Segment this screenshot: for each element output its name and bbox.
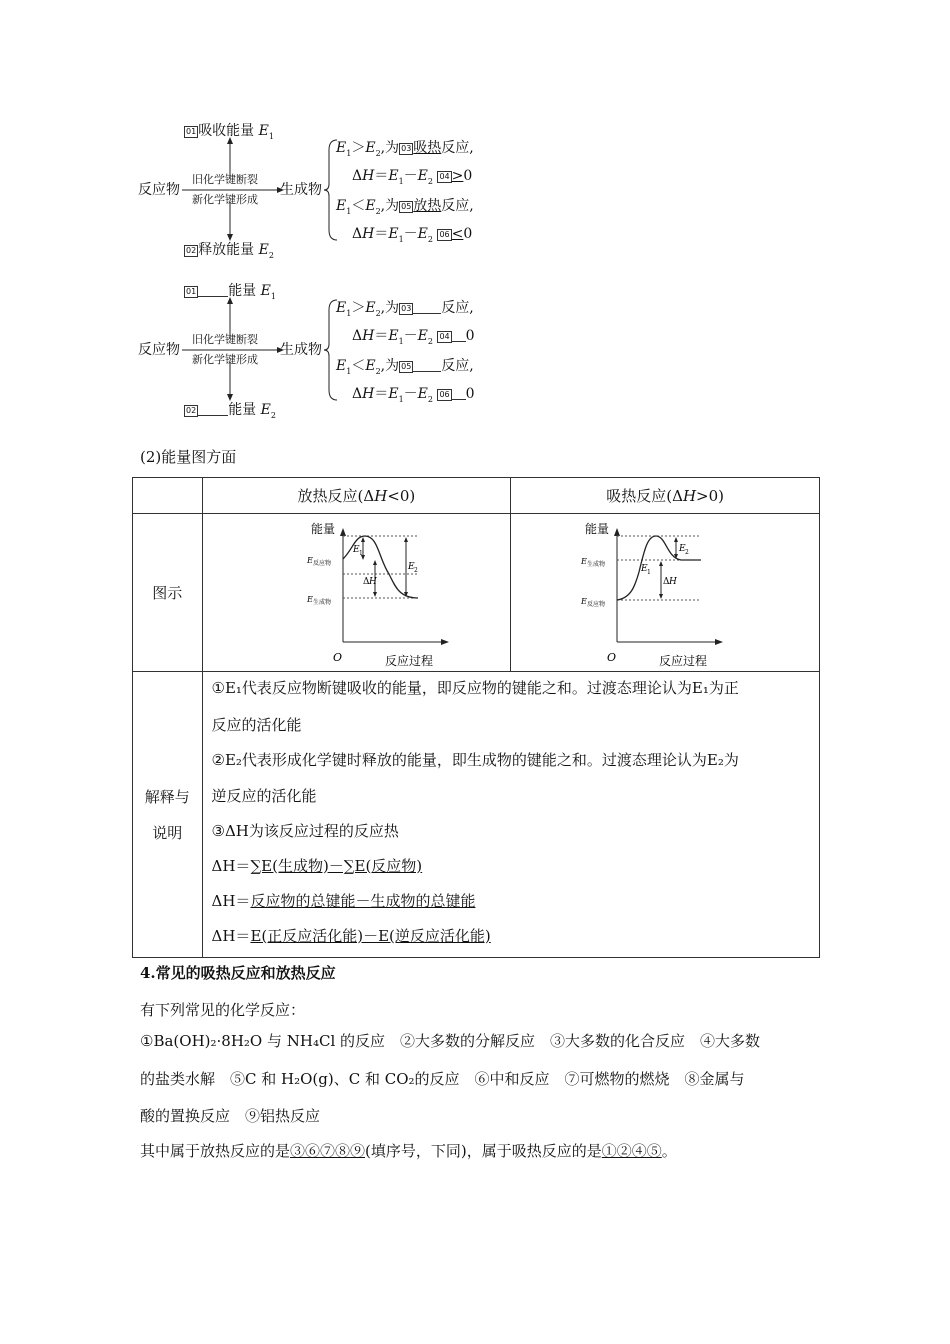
product-label: 生成物 [280, 182, 322, 198]
svg-text:E: E [679, 544, 686, 554]
svg-text:E: E [581, 597, 588, 606]
svg-text:2: 2 [685, 549, 690, 556]
row-label-figure: 图示 [133, 514, 203, 672]
svg-text:E: E [306, 556, 313, 565]
svg-text:E: E [641, 564, 648, 574]
case2-dh-line: $\Delta H=E_1-E_2$ 06 <0 [352, 226, 473, 244]
explanation-1a: ①E₁代表反应物断键吸收的能量，即反应物的键能之和。过渡态理论认为E₁为正 [211, 679, 739, 697]
reaction-list-line1: ①Ba(OH)₂·8H₂O 与 NH₄Cl 的反应 ②大多数的分解反应 ③大多数的化合反应 ④大多数 [140, 1032, 761, 1050]
energy-comparison-table [132, 477, 820, 958]
origin-label: O [332, 651, 342, 664]
reaction-energy-diagram-filled [132, 118, 512, 258]
x-axis-label: 反应过程 [659, 654, 708, 668]
bond-form-label: 新化学键形成 [192, 353, 258, 366]
explanation-1b: 反应的活化能 [211, 716, 302, 734]
case1-dh-line: $\Delta H=E_1-E_2$ 04 0 [352, 328, 475, 346]
reaction-energy-diagram-blank [132, 278, 512, 418]
header-endothermic: 吸热反应(ΔH>0) [511, 478, 820, 514]
header-exothermic: 放热反应(ΔH<0) [202, 478, 511, 514]
product-label: 生成物 [280, 342, 322, 358]
origin-label: O [607, 651, 617, 664]
top-label: 01 吸收能量 $E_1$ [186, 123, 274, 141]
explanation-2b: 逆反应的活化能 [211, 787, 317, 805]
svg-text:1: 1 [358, 550, 363, 557]
bond-break-label: 旧化学键断裂 [192, 333, 258, 346]
case1-line: $E_1>E_2$,为 03 吸热反应, [336, 140, 474, 158]
formula-3: ΔH＝E(正反应活化能)－E(逆反应活化能) [211, 927, 491, 945]
y-axis-label: 能量 [310, 522, 335, 536]
top-label: 01 能量 $E_1$ [186, 283, 276, 301]
svg-text:2: 2 [413, 567, 418, 574]
row-label-explanation: 解释与 说明 [133, 672, 203, 958]
product-level-label: 生成物 [312, 599, 331, 606]
svg-text:E: E [306, 595, 313, 604]
bottom-label: 02 释放能量 $E_2$ [186, 242, 274, 260]
reactant-level-label: 反应物 [587, 601, 606, 608]
svg-text:E: E [352, 545, 360, 555]
product-level-label: 生成物 [587, 561, 606, 568]
reactant-label: 反应物 [138, 182, 180, 198]
svg-text:E: E [407, 562, 415, 572]
exothermic-energy-graph [203, 514, 541, 671]
bottom-label: 02 能量 $E_2$ [186, 402, 276, 420]
explanation-cell [202, 672, 819, 958]
svg-text:H: H [669, 577, 678, 587]
formula-1: ΔH＝∑E(生成物)－∑E(反应物) [211, 857, 423, 875]
svg-text:Δ: Δ [362, 577, 370, 587]
endothermic-energy-graph [511, 514, 849, 671]
section-title-common-reactions: 4.常见的吸热反应和放热反应 [140, 964, 336, 982]
reactant-level-label: 反应物 [312, 560, 331, 567]
case2-dh-line: $\Delta H=E_1-E_2$ 06 0 [352, 386, 475, 404]
formula-2: ΔH＝反应物的总键能－生成物的总键能 [211, 892, 476, 910]
bond-form-label: 新化学键形成 [192, 193, 258, 206]
reactant-label: 反应物 [138, 342, 180, 358]
svg-text:H: H [368, 577, 377, 587]
exothermic-graph-cell [202, 514, 511, 672]
y-axis-label: 能量 [585, 522, 610, 536]
exothermic-answer: ③⑥⑦⑧⑨ [290, 1142, 366, 1160]
explanation-3: ③ΔH为该反应过程的反应热 [211, 822, 399, 840]
svg-text:Δ: Δ [663, 577, 670, 587]
case1-line: $E_1>E_2$,为 03 反应, [336, 300, 474, 318]
reaction-list-line2: 的盐类水解 ⑤C 和 H₂O(g)、C 和 CO₂的反应 ⑥中和反应 ⑦可燃物的燃烧 ⑧金属与 [140, 1070, 745, 1088]
section-title-energy-graph: (2)能量图方面 [140, 448, 237, 466]
section4-intro: 有下列常见的化学反应： [140, 1001, 306, 1019]
svg-text:E: E [581, 557, 588, 566]
endothermic-answer: ①②④⑤ [601, 1142, 662, 1160]
bond-break-label: 旧化学键断裂 [192, 173, 258, 186]
explanation-2a: ②E₂代表形成化学键时释放的能量，即生成物的键能之和。过渡态理论认为E₂为 [211, 751, 739, 769]
reaction-list-line3: 酸的置换反应 ⑨铝热反应 [140, 1107, 321, 1125]
svg-text:1: 1 [647, 569, 652, 576]
case2-line: $E_1<E_2$,为 05 放热反应, [336, 198, 474, 216]
case1-dh-line: $\Delta H=E_1-E_2$ 04 >0 [352, 168, 473, 186]
case2-line: $E_1<E_2$,为 05 反应, [336, 358, 474, 376]
x-axis-label: 反应过程 [384, 654, 433, 668]
endothermic-graph-cell [511, 514, 820, 672]
table-corner-cell [133, 478, 203, 514]
question-answer-line: 其中属于放热反应的是③⑥⑦⑧⑨(填序号，下同)，属于吸热反应的是①②④⑤。 [140, 1142, 677, 1160]
